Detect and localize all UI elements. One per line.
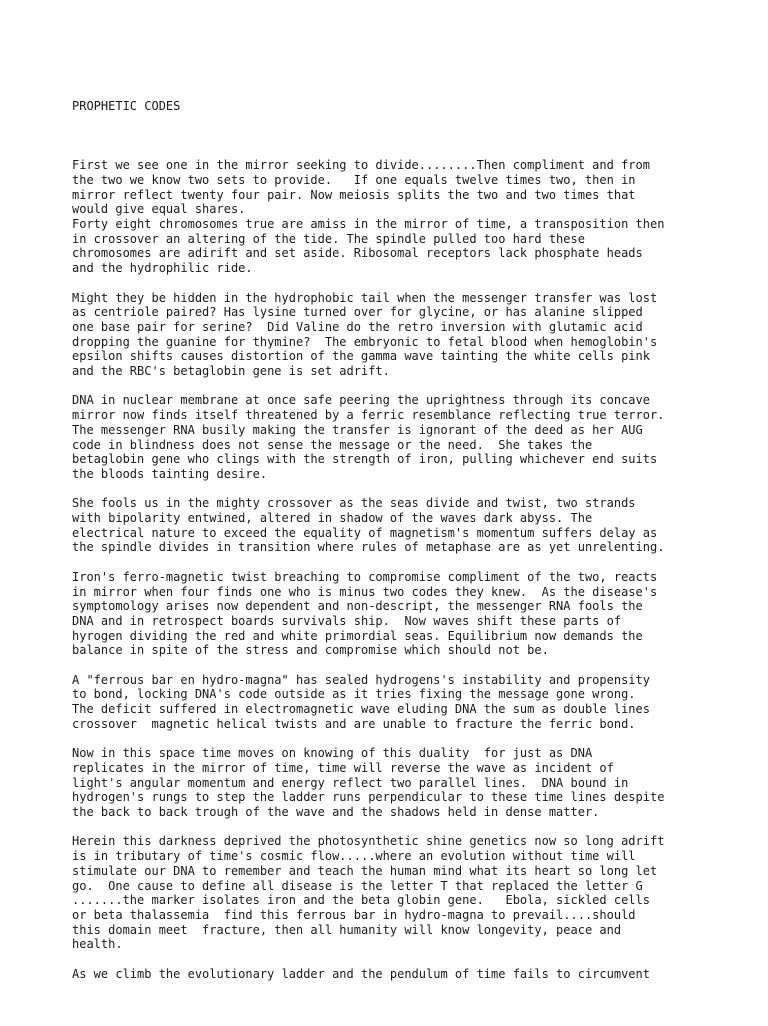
text-line: betaglobin gene who clings with the strength of iron, pulling whichever end suits [72, 452, 658, 467]
document-title: PROPHETIC CODES [72, 99, 181, 114]
text-line: the spindle divides in transition where rules of metaphase are as yet unrelenting. [72, 540, 665, 555]
text-line: stimulate our DNA to remember and teach the human mind what its heart so long let [72, 863, 658, 878]
text-line: hyrogen dividing the red and white primordial seas. Equilibrium now demands the [72, 628, 643, 643]
paragraph [72, 393, 752, 481]
text-line: with bipolarity entwined, altered in shadow of the waves dark abyss. The [72, 511, 593, 526]
text-line: Iron's ferro-magnetic twist breaching to compromise compliment of the two, reacts [72, 569, 658, 584]
paragraph [72, 496, 752, 555]
paragraph [72, 158, 752, 276]
text-line: in crossover an altering of the tide. The spindle pulled too hard these [72, 231, 585, 246]
text-line: First we see one in the mirror seeking to divide........Then compliment and from [72, 158, 650, 173]
text-line: As we climb the evolutionary ladder and the pendulum of time fails to circumvent [72, 966, 650, 981]
text-line: A "ferrous bar en hydro-magna" has sealed hydrogens's instability and propensity [72, 672, 650, 687]
text-line: hydrogen's rungs to step the ladder runs perpendicular to these time lines despite [72, 790, 665, 805]
text-line: and the hydrophilic ride. [72, 261, 253, 276]
paragraph [72, 746, 752, 820]
text-line: balance in spite of the stress and compromise which should not be. [72, 643, 549, 658]
text-line: the back to back trough of the wave and the shadows held in dense matter. [72, 805, 600, 820]
text-line: in mirror when four finds one who is minus two codes they knew. As the disease's [72, 584, 658, 599]
text-line: and the RBC's betaglobin gene is set adrift. [72, 364, 390, 379]
text-line: Forty eight chromosomes true are amiss in the mirror of time, a transposition then [72, 217, 665, 232]
text-line: epsilon shifts causes distortion of the gamma wave tainting the white cells pink [72, 349, 650, 364]
text-line: .......the marker isolates iron and the beta globin gene. Ebola, sickled cells [72, 893, 650, 908]
text-line: symptomology arises now dependent and non-descript, the messenger RNA fools the [72, 599, 643, 614]
text-line: to bond, locking DNA's code outside as it tries fixing the message gone wrong. [72, 687, 636, 702]
text-line: or beta thalassemia find this ferrous bar in hydro-magna to prevail....should [72, 907, 636, 922]
text-line: Might they be hidden in the hydrophobic tail when the messenger transfer was lost [72, 290, 658, 305]
paragraph [72, 834, 752, 952]
text-line: one base pair for serine? Did Valine do the retro inversion with glutamic acid [72, 319, 643, 334]
text-line: would give equal shares. [72, 202, 246, 217]
text-line: The deficit suffered in electromagnetic wave eluding DNA the sum as double lines [72, 702, 650, 717]
text-line: chromosomes are adirift and set aside. Ribosomal receptors lack phosphate heads [72, 246, 643, 261]
document-body [72, 70, 752, 1026]
text-line: mirror now finds itself threatened by a ferric resemblance reflecting true terror. [72, 408, 665, 423]
text-line: the bloods tainting desire. [72, 466, 268, 481]
text-line: replicates in the mirror of time, time will reverse the wave as incident of [72, 760, 614, 775]
paragraph [72, 673, 752, 732]
text-line: electrical nature to exceed the equality of magnetism's momentum suffers delay as [72, 525, 658, 540]
text-line: crossover magnetic helical twists and are unable to fracture the ferric bond. [72, 716, 636, 731]
text-line: go. One cause to define all disease is the letter T that replaced the letter G [72, 878, 643, 893]
text-line: DNA and in retrospect boards survivals ship. Now waves shift these parts of [72, 613, 622, 628]
text-line: is in tributary of time's cosmic flow.....where an evolution without time will [72, 849, 636, 864]
text-line: dropping the guanine for thymine? The embryonic to fetal blood when hemoglobin's [72, 334, 658, 349]
text-line: Now in this space time moves on knowing of this duality for just as DNA [72, 746, 593, 761]
text-line: DNA in nuclear membrane at once safe peering the uprightness through its concave [72, 393, 650, 408]
paragraph [72, 967, 752, 982]
text-line: health. [72, 937, 123, 952]
paragraph [72, 291, 752, 379]
text-line: as centriole paired? Has lysine turned over for glycine, or has alanine slipped [72, 305, 643, 320]
text-line: mirror reflect twenty four pair. Now meiosis splits the two and two times that [72, 187, 636, 202]
text-line: code in blindness does not sense the message or the need. She takes the [72, 437, 593, 452]
text-line: The messenger RNA busily making the transfer is ignorant of the deed as her AUG [72, 422, 643, 437]
text-line: She fools us in the mighty crossover as the seas divide and twist, two strands [72, 496, 636, 511]
paragraph [72, 570, 752, 658]
text-line: the two we know two sets to provide. If one equals twelve times two, then in [72, 172, 636, 187]
text-line: this domain meet fracture, then all humanity will know longevity, peace and [72, 922, 622, 937]
text-line: light's angular momentum and energy reflect two parallel lines. DNA bound in [72, 775, 629, 790]
paragraph-list [72, 158, 752, 981]
text-line: Herein this darkness deprived the photosynthetic shine genetics now so long adrift [72, 834, 665, 849]
